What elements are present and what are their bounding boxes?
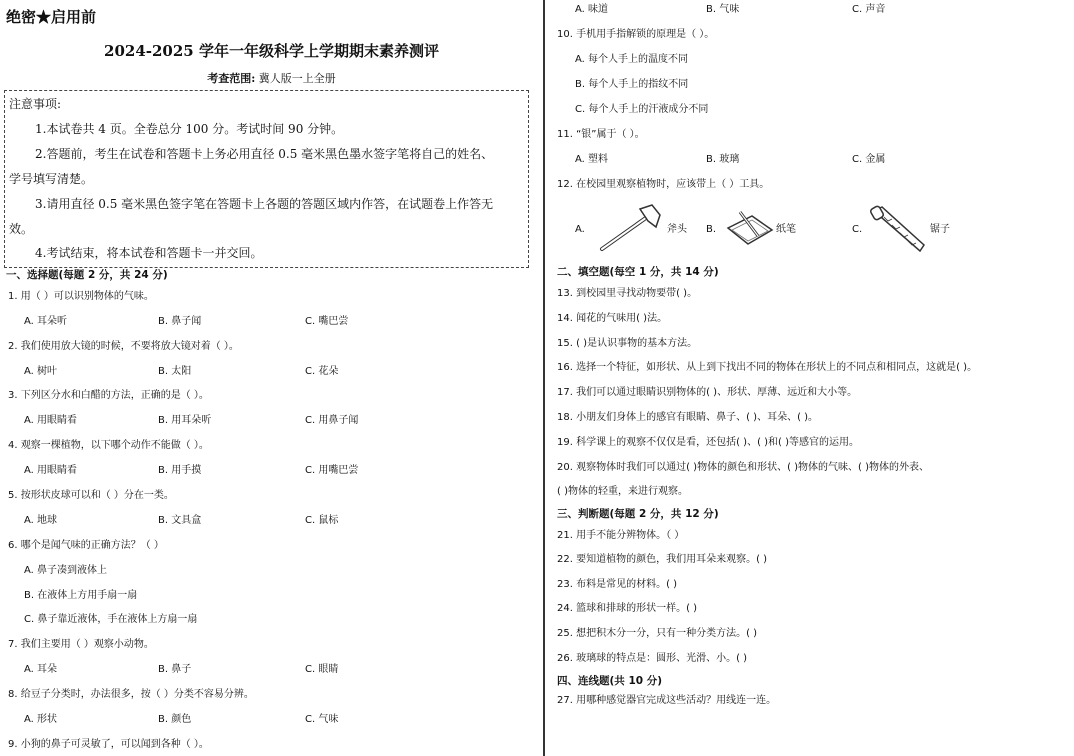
question-5-option-b: B. 文具盒 — [158, 515, 202, 526]
question-6-option-b: B. 在液体上方用手扇一扇 — [24, 590, 138, 601]
question-23: 23. 布料是常见的材料。( ) — [557, 579, 678, 590]
question-5: 5. 按形状皮球可以和（ ）分在一类。 — [8, 490, 174, 501]
page-title: 2024-2025 学年一年级科学上学期期末素养测评 — [104, 42, 439, 60]
exam-scope — [0, 70, 543, 86]
secret-label: 绝密★启用前 — [6, 8, 97, 26]
question-2-option-b: B. 太阳 — [158, 366, 192, 377]
notice-line-2b: 学号填写清楚。 — [9, 172, 94, 186]
question-12: 12. 在校园里观察植物时，应该带上（ ）工具。 — [557, 179, 770, 190]
question-17: 17. 我们可以通过眼睛识别物体的( )、形状、厚薄、远近和大小等。 — [557, 387, 858, 398]
question-1: 1. 用（ ）可以识别物体的气味。 — [8, 291, 154, 302]
question-19: 19. 科学课上的观察不仅仅是看，还包括( )、( )和( )等感官的运用。 — [557, 437, 860, 448]
question-8-option-b: B. 颜色 — [158, 714, 192, 725]
question-13: 13. 到校园里寻找动物要带( )。 — [557, 288, 698, 299]
notice-line-4: 4.考试结束，将本试卷和答题卡一并交回。 — [35, 246, 263, 260]
axe-label: 斧头 — [667, 224, 687, 235]
question-3: 3. 下列区分水和白醋的方法，正确的是（ ）。 — [8, 390, 209, 401]
question-7-option-c: C. 眼睛 — [305, 664, 339, 675]
question-8-option-a: A. 形状 — [24, 714, 58, 725]
question-7-option-b: B. 鼻子 — [158, 664, 192, 675]
question-10-option-b: B. 每个人手上的指纹不同 — [575, 79, 689, 90]
question-20: 20. 观察物体时我们可以通过( )物体的颜色和形状、( )物体的气味、( )物体的外表、 — [557, 462, 930, 473]
notice-line-2a: 2.答题前，考生在试卷和答题卡上务必用直径 0.5 毫米黑色墨水签字笔将自己的姓名、 — [35, 147, 494, 161]
question-11-option-b: B. 玻璃 — [706, 154, 740, 165]
question-2-option-a: A. 树叶 — [24, 366, 58, 377]
question-1-option-b: B. 鼻子闻 — [158, 316, 202, 327]
question-9-option-c: C. 声音 — [852, 4, 886, 15]
notice-line-3b: 效。 — [9, 222, 34, 236]
saw-icon — [870, 205, 928, 253]
scope-value: 冀人版一上全册 — [258, 72, 336, 85]
question-11-option-a: A. 塑料 — [575, 154, 609, 165]
question-25: 25. 想把积木分一分，只有一种分类方法。( ) — [557, 628, 758, 639]
paper-pen-label: 纸笔 — [776, 224, 796, 235]
question-2: 2. 我们使用放大镜的时候，不要将放大镜对着（ ）。 — [8, 341, 239, 352]
question-3-option-b: B. 用耳朵听 — [158, 415, 212, 426]
question-9-option-a: A. 味道 — [575, 4, 609, 15]
axe-icon — [596, 203, 664, 255]
question-7-option-a: A. 耳朵 — [24, 664, 58, 675]
question-1-option-c: C. 嘴巴尝 — [305, 316, 349, 327]
question-5-option-a: A. 地球 — [24, 515, 58, 526]
question-15: 15. ( )是认识事物的基本方法。 — [557, 338, 698, 349]
question-4: 4. 观察一棵植物，以下哪个动作不能做（ ）。 — [8, 440, 209, 451]
question-5-option-c: C. 鼠标 — [305, 515, 339, 526]
question-27: 27. 用哪种感觉器官完成这些活动？用线连一连。 — [557, 695, 777, 706]
question-12-option-c: C. — [852, 224, 863, 235]
section-choice-heading: 一、选择题(每题 2 分，共 24 分) — [6, 269, 168, 281]
question-2-option-c: C. 花朵 — [305, 366, 339, 377]
question-3-option-a: A. 用眼睛看 — [24, 415, 78, 426]
notice-line-1: 1.本试卷共 4 页。全卷总分 100 分。考试时间 90 分钟。 — [35, 122, 344, 136]
question-7: 7. 我们主要用（ ）观察小动物。 — [8, 639, 154, 650]
question-11-option-c: C. 金属 — [852, 154, 886, 165]
question-10: 10. 手机用手指解锁的原理是（ ）。 — [557, 29, 715, 40]
question-21: 21. 用手不能分辨物体。（ ） — [557, 530, 685, 541]
question-10-option-c: C. 每个人手上的汗液成分不同 — [575, 104, 709, 115]
question-20-continued: ( )物体的轻重，来进行观察。 — [557, 486, 688, 497]
question-6: 6. 哪个是闻气味的正确方法？（ ） — [8, 540, 164, 551]
question-6-option-c: C. 鼻子靠近液体，手在液体上方扇一扇 — [24, 614, 198, 625]
question-8-option-c: C. 气味 — [305, 714, 339, 725]
question-16: 16. 选择一个特征，如形状、从上到下找出不同的物体在形状上的不同点和相同点，这就是( )。 — [557, 362, 978, 373]
question-12-option-b: B. — [706, 224, 717, 235]
question-8: 8. 给豆子分类时，办法很多，按（ ）分类不容易分辨。 — [8, 689, 254, 700]
column-divider — [543, 0, 545, 756]
question-11: 11. “银”属于（ ）。 — [557, 129, 645, 140]
question-9-option-b: B. 气味 — [706, 4, 740, 15]
question-4-option-a: A. 用眼睛看 — [24, 465, 78, 476]
question-26: 26. 玻璃球的特点是：圆形、光滑、小。( ) — [557, 653, 748, 664]
section-match-heading: 四、连线题(共 10 分) — [557, 675, 663, 687]
notice-box — [4, 90, 529, 268]
question-4-option-b: B. 用手摸 — [158, 465, 202, 476]
question-6-option-a: A. 鼻子凑到液体上 — [24, 565, 108, 576]
question-24: 24. 篮球和排球的形状一样。( ) — [557, 603, 698, 614]
question-14: 14. 闻花的气味用( )法。 — [557, 313, 668, 324]
question-12-option-a: A. — [575, 224, 585, 235]
section-judge-heading: 三、判断题(每题 2 分，共 12 分) — [557, 508, 719, 520]
saw-label: 锯子 — [930, 224, 950, 235]
paper-pen-icon — [722, 208, 778, 248]
question-9: 9. 小狗的鼻子可灵敏了，可以闻到各种（ ）。 — [8, 739, 209, 750]
scope-label: 考查范围: — [207, 72, 256, 85]
question-22: 22. 要知道植物的颜色，我们用耳朵来观察。( ) — [557, 554, 768, 565]
question-4-option-c: C. 用嘴巴尝 — [305, 465, 359, 476]
question-1-option-a: A. 耳朵听 — [24, 316, 68, 327]
notice-line-3a: 3.请用直径 0.5 毫米黑色签字笔在答题卡上各题的答题区域内作答，在试题卷上作答无 — [35, 197, 494, 211]
question-3-option-c: C. 用鼻子闻 — [305, 415, 359, 426]
question-18: 18. 小朋友们身体上的感官有眼睛、鼻子、( )、耳朵、( )。 — [557, 412, 819, 423]
notice-heading: 注意事项: — [9, 97, 62, 111]
section-fill-heading: 二、填空题(每空 1 分，共 14 分) — [557, 266, 719, 278]
question-10-option-a: A. 每个人手上的温度不同 — [575, 54, 689, 65]
